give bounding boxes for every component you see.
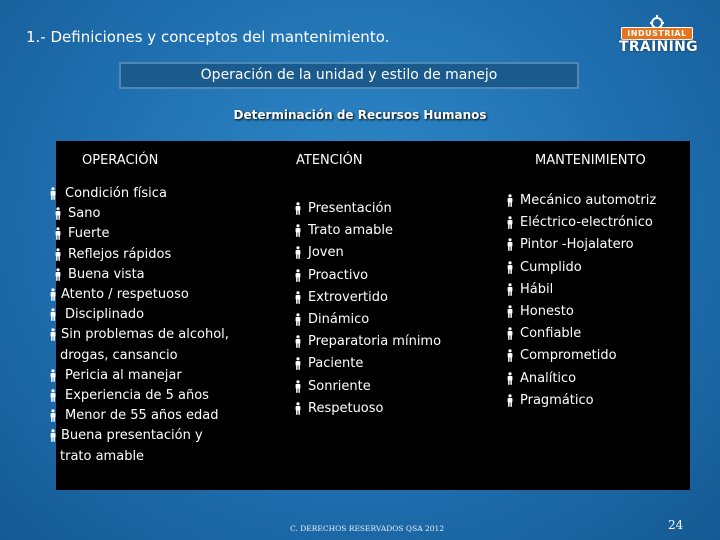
list-item (505, 257, 656, 279)
list-item (293, 309, 441, 331)
list-item (48, 305, 229, 325)
person-icon (48, 328, 58, 341)
person-icon (505, 260, 515, 273)
person-icon (505, 193, 515, 206)
list-item (293, 398, 441, 420)
list-item-text: Hábil (520, 281, 554, 297)
person-icon (48, 288, 58, 301)
person-icon (293, 312, 303, 325)
person-icon (293, 356, 303, 369)
list-item-text: Proactivo (308, 267, 369, 283)
list-item (505, 212, 656, 234)
person-icon (48, 369, 58, 382)
industrial-training-logo (619, 13, 697, 57)
list-item-text: Cumplido (520, 259, 582, 275)
person-icon (53, 207, 63, 220)
list-item-text: drogas, cansancio (60, 347, 178, 363)
list-item-text: Sin problemas de alcohol, (61, 327, 229, 343)
list-item (48, 426, 229, 446)
list-item (48, 325, 229, 345)
operacion-list (48, 184, 229, 467)
list-item (505, 234, 656, 256)
list-item (293, 376, 441, 398)
person-icon (505, 237, 515, 250)
list-item (53, 224, 229, 244)
list-item-text: Pintor -Hojalatero (520, 237, 634, 253)
person-icon (48, 308, 58, 321)
list-item-text: Atento / respetuoso (61, 287, 189, 303)
list-item (48, 346, 229, 366)
list-item (53, 245, 229, 265)
list-item-text: Buena vista (68, 266, 145, 282)
list-item-text: Condición física (65, 186, 167, 201)
list-item (505, 301, 656, 323)
list-item (505, 279, 656, 301)
person-icon (293, 201, 303, 214)
list-item (48, 366, 229, 386)
column-heading-atencion: ATENCIÓN (296, 153, 363, 168)
person-icon (53, 227, 63, 240)
list-item-text: trato amable (60, 448, 145, 464)
person-icon (48, 187, 58, 200)
list-item (505, 368, 656, 390)
list-item-text: Respetuoso (308, 400, 384, 416)
person-icon (505, 348, 515, 361)
list-item-text: Trato amable (308, 223, 393, 239)
person-icon (505, 393, 515, 406)
list-item-text: Fuerte (68, 226, 110, 242)
list-item-text: Menor de 55 años edad (65, 408, 219, 424)
list-item-text: Disciplinado (65, 307, 145, 323)
list-item-text: Honesto (520, 304, 574, 320)
list-item (293, 220, 441, 242)
person-icon (53, 248, 63, 261)
page-number: 24 (668, 518, 684, 532)
list-item-text: Preparatoria mínimo (308, 334, 442, 350)
list-item (505, 345, 656, 367)
person-icon (505, 371, 515, 384)
list-item (293, 198, 441, 220)
person-icon (48, 389, 58, 402)
column-heading-operacion: OPERACIÓN (82, 153, 159, 168)
section-subtitle: Determinación de Recursos Humanos (233, 108, 487, 122)
person-icon (293, 334, 303, 347)
slide-title: 1.- Definiciones y conceptos del mantenimiento. (26, 28, 390, 46)
list-item-text: Joven (308, 245, 344, 261)
person-icon (293, 401, 303, 414)
list-item-text: Analítico (520, 370, 577, 386)
list-item (505, 390, 656, 412)
list-item (505, 190, 656, 212)
column-heading-mantenimiento: MANTENIMIENTO (535, 153, 646, 168)
list-item (293, 242, 441, 264)
person-icon (505, 304, 515, 317)
person-icon (505, 326, 515, 339)
person-icon (48, 409, 58, 422)
list-item (48, 386, 229, 406)
person-icon (293, 379, 303, 392)
mantenimiento-list (505, 190, 656, 412)
list-item-text: Mecánico automotriz (520, 193, 657, 208)
person-icon (48, 429, 58, 442)
list-item-text: Pericia al manejar (65, 367, 182, 383)
list-item (293, 265, 441, 287)
list-item (53, 204, 229, 224)
person-icon (505, 282, 515, 295)
list-item-text: Dinámico (308, 312, 370, 328)
list-item-text: Pragmático (520, 392, 594, 408)
person-icon (505, 215, 515, 228)
list-item (293, 331, 441, 353)
section-banner: Operación de la unidad y estilo de manejo (119, 62, 579, 89)
list-item-text: Sano (68, 206, 101, 222)
list-item-text: Extrovertido (308, 289, 388, 305)
list-item-text: Presentación (308, 201, 392, 216)
list-item (48, 447, 229, 467)
person-icon (293, 245, 303, 258)
list-item (53, 265, 229, 285)
person-icon (53, 268, 63, 281)
list-item-text: Sonriente (308, 378, 371, 394)
list-item-text: Confiable (520, 326, 582, 342)
list-item (48, 406, 229, 426)
list-item-text: Eléctrico-electrónico (520, 215, 653, 231)
list-item-text: Reflejos rápidos (68, 246, 172, 262)
person-icon (293, 268, 303, 281)
list-item-text: Comprometido (520, 348, 617, 364)
list-item (505, 323, 656, 345)
list-item-text: Buena presentación y (61, 428, 203, 444)
list-item-text: Paciente (308, 356, 364, 372)
person-icon (293, 223, 303, 236)
list-item (48, 184, 229, 204)
list-item (293, 353, 441, 375)
logo-top-text: INDUSTRIAL (621, 27, 693, 40)
copyright-footer: C. DERECHOS RESERVADOS QSA 2012 (290, 524, 445, 533)
atencion-list (293, 198, 441, 420)
person-icon (293, 290, 303, 303)
list-item (48, 285, 229, 305)
list-item-text: Experiencia de 5 años (65, 388, 209, 404)
list-item (293, 287, 441, 309)
logo-bottom-text: TRAINING (619, 39, 698, 55)
